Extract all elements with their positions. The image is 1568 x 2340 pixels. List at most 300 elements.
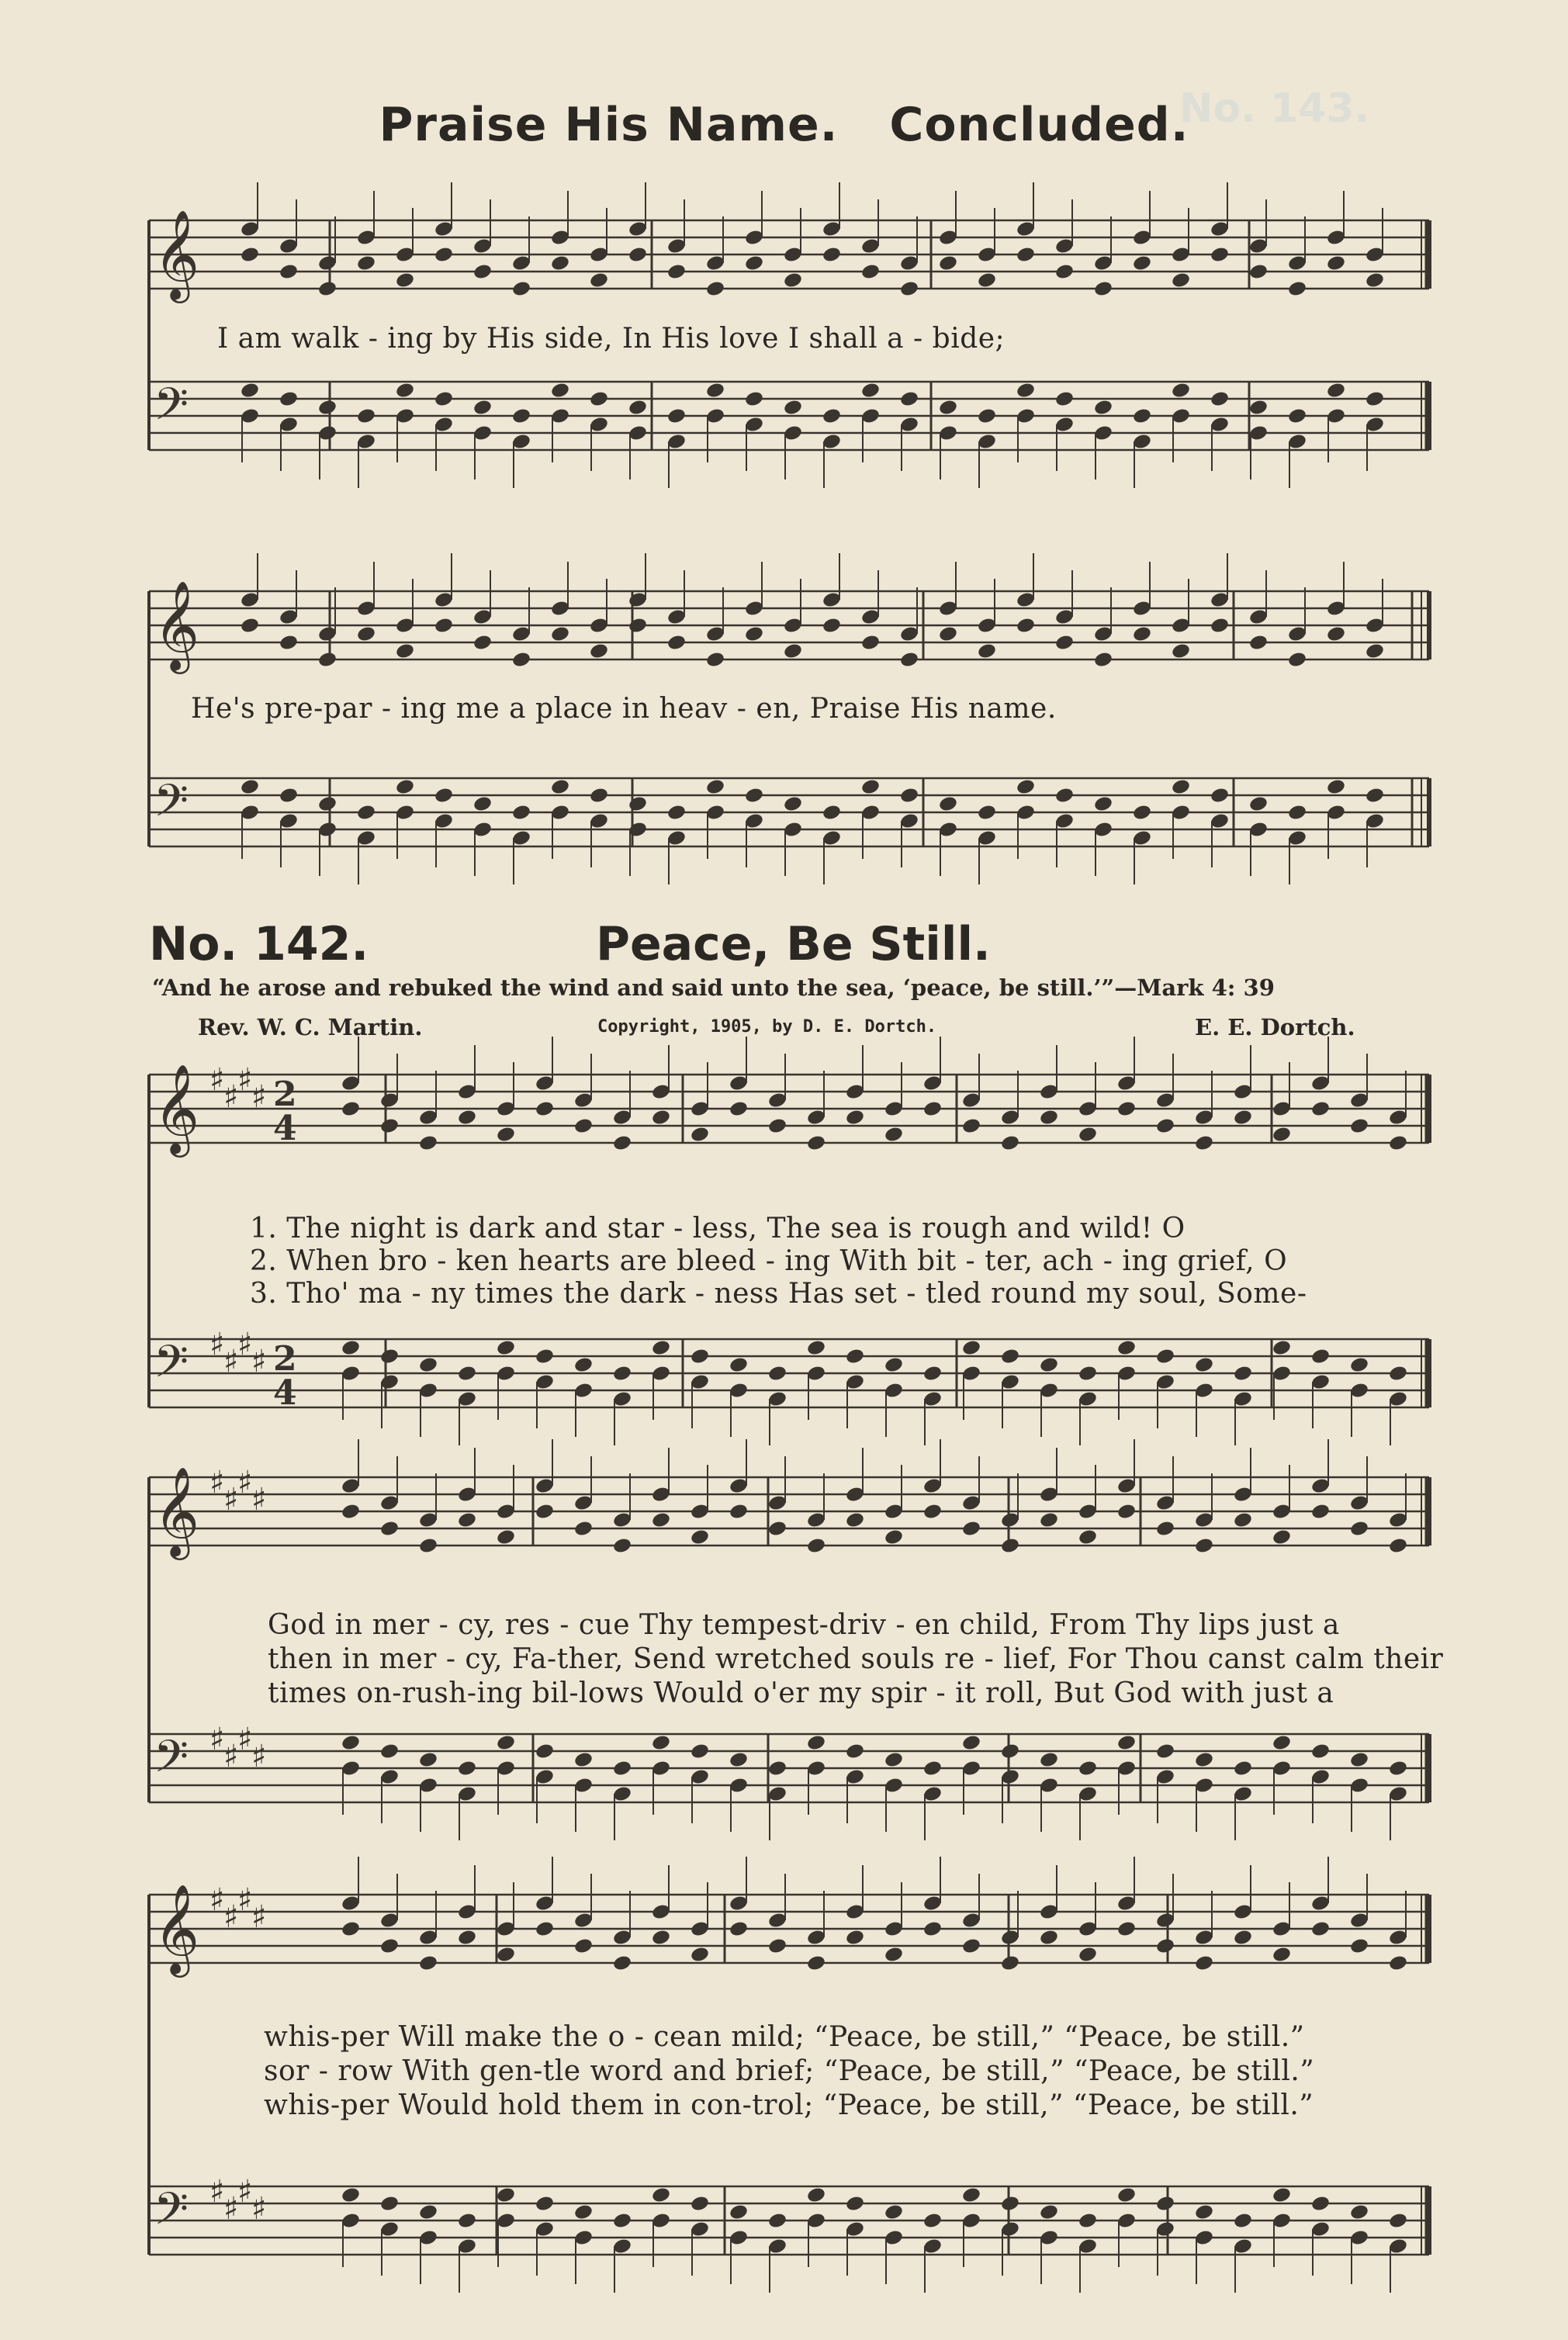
note-head bbox=[573, 2203, 594, 2221]
note-head bbox=[418, 1356, 438, 1374]
note-head bbox=[884, 1528, 904, 1546]
note-head bbox=[744, 787, 764, 805]
note-head bbox=[961, 1339, 981, 1357]
note-head bbox=[1194, 2203, 1214, 2221]
note-head bbox=[628, 617, 648, 635]
note-head bbox=[496, 1339, 516, 1357]
note-head bbox=[845, 1929, 865, 1947]
note-head bbox=[573, 1117, 594, 1135]
note-head bbox=[240, 778, 260, 796]
note-head bbox=[457, 2212, 477, 2230]
note-head bbox=[1210, 390, 1230, 408]
sharp-icon: ♯ bbox=[251, 1079, 267, 1115]
note-head bbox=[1000, 2195, 1020, 2213]
note-head bbox=[922, 1503, 943, 1521]
note-head bbox=[1093, 795, 1113, 813]
note-head bbox=[589, 642, 609, 660]
note-head bbox=[1132, 804, 1152, 822]
note-head bbox=[1349, 1520, 1369, 1538]
note-head bbox=[977, 804, 997, 822]
note-head bbox=[612, 1365, 632, 1383]
note-head bbox=[418, 1537, 438, 1555]
sharp-icon: ♯ bbox=[237, 2174, 253, 2210]
note-head bbox=[1388, 1954, 1408, 1972]
note-head bbox=[341, 1503, 361, 1521]
hymn-141-title-main: Praise His Name. bbox=[379, 98, 839, 152]
note-head bbox=[434, 787, 454, 805]
note-head bbox=[1155, 1117, 1175, 1135]
note-head bbox=[1039, 1511, 1059, 1529]
time-signature-bottom: 4 bbox=[273, 1109, 297, 1148]
hymn-142-author: Rev. W. C. Martin. bbox=[198, 1014, 423, 1040]
note-head bbox=[1132, 254, 1152, 272]
hymn-142-scripture: “And he arose and rebuked the wind and said unto the sea, ‘peace, be still.’”—Mark 4: 39 bbox=[152, 974, 1275, 1001]
note-head bbox=[1210, 787, 1230, 805]
note-head bbox=[511, 651, 531, 669]
note-head bbox=[1388, 1365, 1408, 1383]
note-head bbox=[666, 263, 687, 281]
sharp-icon: ♯ bbox=[223, 1344, 239, 1379]
note-head bbox=[1016, 382, 1036, 400]
note-head bbox=[317, 399, 337, 417]
note-head bbox=[767, 1760, 787, 1778]
note-head bbox=[356, 407, 376, 425]
note-head bbox=[395, 642, 415, 660]
sharp-icon: ♯ bbox=[251, 1482, 267, 1518]
note-head bbox=[535, 2195, 555, 2213]
bass-clef-icon: 𝄢 bbox=[154, 2182, 189, 2246]
note-head bbox=[589, 390, 609, 408]
note-head bbox=[1272, 1946, 1292, 1964]
note-head bbox=[938, 625, 958, 643]
note-head bbox=[845, 2195, 865, 2213]
sharp-icon: ♯ bbox=[251, 1344, 267, 1379]
note-head bbox=[822, 804, 842, 822]
note-head bbox=[395, 778, 415, 796]
hymn-142-system-1-verse-1: 1. The night is dark and star - less, The sea is rough and wild! O bbox=[250, 1213, 1186, 1244]
treble-clef-icon: 𝄞 bbox=[154, 209, 200, 299]
note-head bbox=[341, 1339, 361, 1357]
note-head bbox=[240, 382, 260, 400]
note-head bbox=[1155, 1348, 1175, 1366]
note-head bbox=[690, 1348, 710, 1366]
note-head bbox=[899, 390, 919, 408]
note-head bbox=[1194, 1751, 1214, 1769]
note-head bbox=[1116, 1339, 1137, 1357]
sharp-icon: ♯ bbox=[209, 1722, 225, 1757]
note-head bbox=[573, 1520, 594, 1538]
note-head bbox=[1000, 1954, 1020, 1972]
note-head bbox=[767, 1937, 787, 1955]
sharp-icon: ♯ bbox=[237, 1327, 253, 1362]
note-head bbox=[1078, 1528, 1098, 1546]
note-head bbox=[1054, 787, 1075, 805]
note-head bbox=[1171, 778, 1191, 796]
note-head bbox=[1116, 1920, 1137, 1938]
note-head bbox=[1116, 1503, 1137, 1521]
note-head bbox=[1233, 1109, 1253, 1127]
note-head bbox=[535, 1743, 555, 1760]
note-head bbox=[573, 1356, 594, 1374]
note-head bbox=[457, 1365, 477, 1383]
hymn-142-system-1-verse-2: 2. When bro - ken hearts are bleed - ing With bit - ter, ach - ing grief, O bbox=[250, 1245, 1288, 1277]
note-head bbox=[1310, 1100, 1331, 1118]
note-head bbox=[496, 1528, 516, 1546]
note-head bbox=[1233, 2212, 1253, 2230]
bleed-through-text: No. 143. bbox=[1179, 85, 1370, 132]
note-head bbox=[1349, 1356, 1369, 1374]
note-head bbox=[690, 1743, 710, 1760]
note-head bbox=[806, 1134, 826, 1152]
note-head bbox=[1248, 634, 1269, 652]
note-head bbox=[860, 263, 881, 281]
hymn-142-system-3-verse-2: sor - row With gen-tle word and brief; “Peace, be still,” “Peace, be still.” bbox=[264, 2055, 1315, 2087]
note-head bbox=[845, 1743, 865, 1760]
note-head bbox=[1155, 1520, 1175, 1538]
note-head bbox=[1272, 2186, 1292, 2204]
note-head bbox=[977, 272, 997, 289]
note-head bbox=[1233, 1929, 1253, 1947]
hymn-142-system-3-verse-3: whis-per Would hold them in con-trol; “Peace, be still,” “Peace, be still.” bbox=[264, 2089, 1314, 2121]
note-head bbox=[1116, 1734, 1137, 1752]
sharp-icon: ♯ bbox=[209, 1465, 225, 1501]
note-head bbox=[961, 2186, 981, 2204]
note-head bbox=[961, 1117, 981, 1135]
note-head bbox=[651, 1734, 671, 1752]
note-head bbox=[977, 407, 997, 425]
note-head bbox=[240, 617, 260, 635]
note-head bbox=[612, 2212, 632, 2230]
note-head bbox=[845, 1348, 865, 1366]
hymn-142-composer: E. E. Dortch. bbox=[1195, 1014, 1355, 1040]
note-head bbox=[1248, 399, 1269, 417]
note-head bbox=[379, 1117, 400, 1135]
note-head bbox=[1310, 2195, 1331, 2213]
note-head bbox=[767, 1520, 787, 1538]
note-head bbox=[1054, 263, 1075, 281]
sharp-icon: ♯ bbox=[237, 1465, 253, 1501]
treble-clef-icon: 𝄞 bbox=[154, 1466, 200, 1556]
sharp-icon: ♯ bbox=[223, 1899, 239, 1935]
treble-clef-icon: 𝄞 bbox=[154, 1063, 200, 1154]
sharp-icon: ♯ bbox=[223, 2191, 239, 2227]
note-head bbox=[1287, 280, 1307, 298]
note-head bbox=[341, 2186, 361, 2204]
note-head bbox=[356, 625, 376, 643]
note-head bbox=[1310, 1743, 1331, 1760]
note-head bbox=[1272, 1126, 1292, 1144]
time-signature-top: 2 bbox=[273, 1339, 297, 1379]
note-head bbox=[1326, 254, 1346, 272]
note-head bbox=[729, 2203, 749, 2221]
note-head bbox=[1194, 1954, 1214, 1972]
hymn-141-title-concluded: Concluded. bbox=[889, 98, 1189, 152]
note-head bbox=[1310, 1920, 1331, 1938]
note-head bbox=[1210, 246, 1230, 264]
note-head bbox=[1078, 1760, 1098, 1778]
note-head bbox=[845, 1109, 865, 1127]
note-head bbox=[379, 2195, 400, 2213]
note-head bbox=[1000, 1348, 1020, 1366]
note-head bbox=[1155, 2195, 1175, 2213]
note-head bbox=[279, 787, 299, 805]
note-head bbox=[1116, 2186, 1137, 2204]
note-head bbox=[884, 1356, 904, 1374]
note-head bbox=[341, 1100, 361, 1118]
note-head bbox=[884, 2203, 904, 2221]
sharp-icon: ♯ bbox=[223, 1079, 239, 1115]
note-head bbox=[535, 1503, 555, 1521]
note-head bbox=[729, 1100, 749, 1118]
note-head bbox=[729, 1920, 749, 1938]
note-head bbox=[1287, 804, 1307, 822]
note-head bbox=[651, 2186, 671, 2204]
note-head bbox=[434, 617, 454, 635]
note-head bbox=[806, 1339, 826, 1357]
note-head bbox=[1365, 272, 1385, 289]
note-head bbox=[1093, 399, 1113, 417]
note-head bbox=[457, 1929, 477, 1947]
note-head bbox=[1365, 787, 1385, 805]
treble-clef-icon: 𝄞 bbox=[154, 580, 200, 670]
note-head bbox=[767, 2212, 787, 2230]
note-head bbox=[860, 382, 881, 400]
note-head bbox=[806, 1734, 826, 1752]
note-head bbox=[395, 272, 415, 289]
note-head bbox=[783, 399, 803, 417]
note-head bbox=[317, 280, 337, 298]
note-head bbox=[1116, 1100, 1137, 1118]
note-head bbox=[434, 390, 454, 408]
note-head bbox=[628, 795, 648, 813]
note-head bbox=[922, 1365, 943, 1383]
note-head bbox=[1093, 651, 1113, 669]
note-head bbox=[379, 1348, 400, 1366]
note-head bbox=[434, 246, 454, 264]
note-head bbox=[806, 2186, 826, 2204]
note-head bbox=[612, 1760, 632, 1778]
note-head bbox=[822, 617, 842, 635]
note-head bbox=[472, 263, 493, 281]
note-head bbox=[690, 1126, 710, 1144]
note-head bbox=[457, 1760, 477, 1778]
note-head bbox=[1272, 1528, 1292, 1546]
note-head bbox=[938, 254, 958, 272]
note-head bbox=[573, 1751, 594, 1769]
note-head bbox=[418, 1954, 438, 1972]
note-head bbox=[1365, 390, 1385, 408]
note-head bbox=[651, 1511, 671, 1529]
note-head bbox=[1039, 1356, 1059, 1374]
note-head bbox=[1171, 642, 1191, 660]
sharp-icon: ♯ bbox=[209, 1327, 225, 1362]
note-head bbox=[938, 399, 958, 417]
note-head bbox=[922, 1100, 943, 1118]
note-head bbox=[341, 1920, 361, 1938]
note-head bbox=[496, 1946, 516, 1964]
note-head bbox=[666, 407, 687, 425]
note-head bbox=[628, 246, 648, 264]
note-head bbox=[395, 382, 415, 400]
note-head bbox=[690, 1528, 710, 1546]
note-head bbox=[1132, 625, 1152, 643]
note-head bbox=[279, 263, 299, 281]
note-head bbox=[1248, 795, 1269, 813]
note-head bbox=[356, 804, 376, 822]
note-head bbox=[1272, 1734, 1292, 1752]
note-head bbox=[744, 254, 764, 272]
bass-clef-icon: 𝄢 bbox=[154, 1730, 189, 1794]
sharp-icon: ♯ bbox=[223, 1739, 239, 1774]
note-head bbox=[341, 1734, 361, 1752]
note-head bbox=[279, 634, 299, 652]
note-head bbox=[1039, 2203, 1059, 2221]
note-head bbox=[535, 1920, 555, 1938]
note-head bbox=[767, 1365, 787, 1383]
note-head bbox=[1233, 1511, 1253, 1529]
note-head bbox=[899, 651, 919, 669]
note-head bbox=[705, 382, 725, 400]
hymn-142-title: Peace, Be Still. bbox=[596, 917, 991, 971]
note-head bbox=[1078, 2212, 1098, 2230]
hymn-142-system-1-verse-3: 3. Tho' ma - ny times the dark - ness Has set - tled round my soul, Some- bbox=[250, 1278, 1307, 1310]
note-head bbox=[1194, 1134, 1214, 1152]
note-head bbox=[860, 634, 881, 652]
note-head bbox=[651, 1929, 671, 1947]
hymn-142-system-2-verse-3: times on-rush-ing bil-lows Would o'er my spir - it roll, But God with just a bbox=[268, 1677, 1334, 1709]
note-head bbox=[1388, 1760, 1408, 1778]
note-head bbox=[1000, 1134, 1020, 1152]
note-head bbox=[1326, 778, 1346, 796]
note-head bbox=[1388, 1537, 1408, 1555]
note-head bbox=[1171, 382, 1191, 400]
note-head bbox=[690, 1946, 710, 1964]
note-head bbox=[1078, 1365, 1098, 1383]
note-head bbox=[729, 1356, 749, 1374]
note-head bbox=[1326, 382, 1346, 400]
note-head bbox=[666, 634, 687, 652]
note-head bbox=[884, 1126, 904, 1144]
hymn-142-system-3-verse-1: whis-per Will make the o - cean mild; “Peace, be still,” “Peace, be still.” bbox=[264, 2021, 1305, 2053]
note-head bbox=[1272, 1339, 1292, 1357]
note-head bbox=[1349, 2203, 1369, 2221]
sharp-icon: ♯ bbox=[251, 2191, 267, 2227]
note-head bbox=[496, 2186, 516, 2204]
note-head bbox=[457, 1109, 477, 1127]
sharp-icon: ♯ bbox=[209, 1882, 225, 1918]
note-head bbox=[550, 625, 570, 643]
hymn-141-lyrics-line-1: I am walk - ing by His side, In His love I shall a - bide; bbox=[217, 323, 1006, 355]
note-head bbox=[729, 1503, 749, 1521]
note-head bbox=[589, 787, 609, 805]
sharp-icon: ♯ bbox=[251, 1899, 267, 1935]
note-head bbox=[651, 1339, 671, 1357]
note-head bbox=[1287, 651, 1307, 669]
note-head bbox=[550, 382, 570, 400]
treble-clef-icon: 𝄞 bbox=[154, 1883, 200, 1974]
sharp-icon: ♯ bbox=[223, 1482, 239, 1518]
note-head bbox=[1248, 263, 1269, 281]
note-head bbox=[651, 1109, 671, 1127]
note-head bbox=[418, 1751, 438, 1769]
note-head bbox=[1233, 1365, 1253, 1383]
note-head bbox=[1287, 407, 1307, 425]
note-head bbox=[822, 246, 842, 264]
note-head bbox=[317, 651, 337, 669]
note-head bbox=[1349, 1751, 1369, 1769]
time-signature-top: 2 bbox=[273, 1075, 297, 1114]
note-head bbox=[860, 778, 881, 796]
note-head bbox=[845, 1511, 865, 1529]
note-head bbox=[884, 1751, 904, 1769]
note-head bbox=[806, 1537, 826, 1555]
note-head bbox=[418, 2203, 438, 2221]
note-head bbox=[783, 272, 803, 289]
note-head bbox=[1194, 1356, 1214, 1374]
note-head bbox=[1132, 407, 1152, 425]
note-head bbox=[496, 1734, 516, 1752]
note-head bbox=[783, 642, 803, 660]
note-head bbox=[1194, 1537, 1214, 1555]
sharp-icon: ♯ bbox=[237, 1882, 253, 1918]
note-head bbox=[418, 1134, 438, 1152]
hymn-141-lyrics-line-2: He's pre-par - ing me a place in heav - en, Praise His name. bbox=[191, 693, 1057, 725]
bass-clef-icon: 𝄢 bbox=[154, 378, 189, 441]
note-head bbox=[922, 2212, 943, 2230]
sharp-icon: ♯ bbox=[237, 1062, 253, 1098]
note-head bbox=[379, 1743, 400, 1760]
note-head bbox=[1155, 1937, 1175, 1955]
note-head bbox=[535, 1100, 555, 1118]
hymn-142-number: No. 142. bbox=[149, 917, 369, 971]
note-head bbox=[356, 254, 376, 272]
note-head bbox=[317, 795, 337, 813]
note-head bbox=[472, 399, 493, 417]
note-head bbox=[705, 280, 725, 298]
note-head bbox=[1054, 390, 1075, 408]
note-head bbox=[1016, 778, 1036, 796]
note-head bbox=[612, 1537, 632, 1555]
note-head bbox=[961, 1734, 981, 1752]
sharp-icon: ♯ bbox=[251, 1739, 267, 1774]
note-head bbox=[822, 407, 842, 425]
note-head bbox=[1388, 1134, 1408, 1152]
note-head bbox=[457, 1511, 477, 1529]
note-head bbox=[496, 1126, 516, 1144]
hymn-142-system-2-verse-1: God in mer - cy, res - cue Thy tempest-driv - en child, From Thy lips just a bbox=[268, 1609, 1340, 1641]
note-head bbox=[977, 642, 997, 660]
note-head bbox=[690, 2195, 710, 2213]
bass-clef-icon: 𝄢 bbox=[154, 1335, 189, 1399]
note-head bbox=[550, 254, 570, 272]
note-head bbox=[922, 1920, 943, 1938]
note-head bbox=[938, 795, 958, 813]
note-head bbox=[1016, 617, 1036, 635]
note-head bbox=[744, 390, 764, 408]
note-head bbox=[1349, 1937, 1369, 1955]
note-head bbox=[1388, 2212, 1408, 2230]
note-head bbox=[573, 1937, 594, 1955]
note-head bbox=[922, 1760, 943, 1778]
note-head bbox=[612, 1134, 632, 1152]
note-head bbox=[511, 280, 531, 298]
note-head bbox=[1039, 1929, 1059, 1947]
note-head bbox=[806, 1954, 826, 1972]
note-head bbox=[1039, 1751, 1059, 1769]
note-head bbox=[1078, 1946, 1098, 1964]
time-signature-bottom: 4 bbox=[273, 1373, 297, 1413]
note-head bbox=[961, 1937, 981, 1955]
